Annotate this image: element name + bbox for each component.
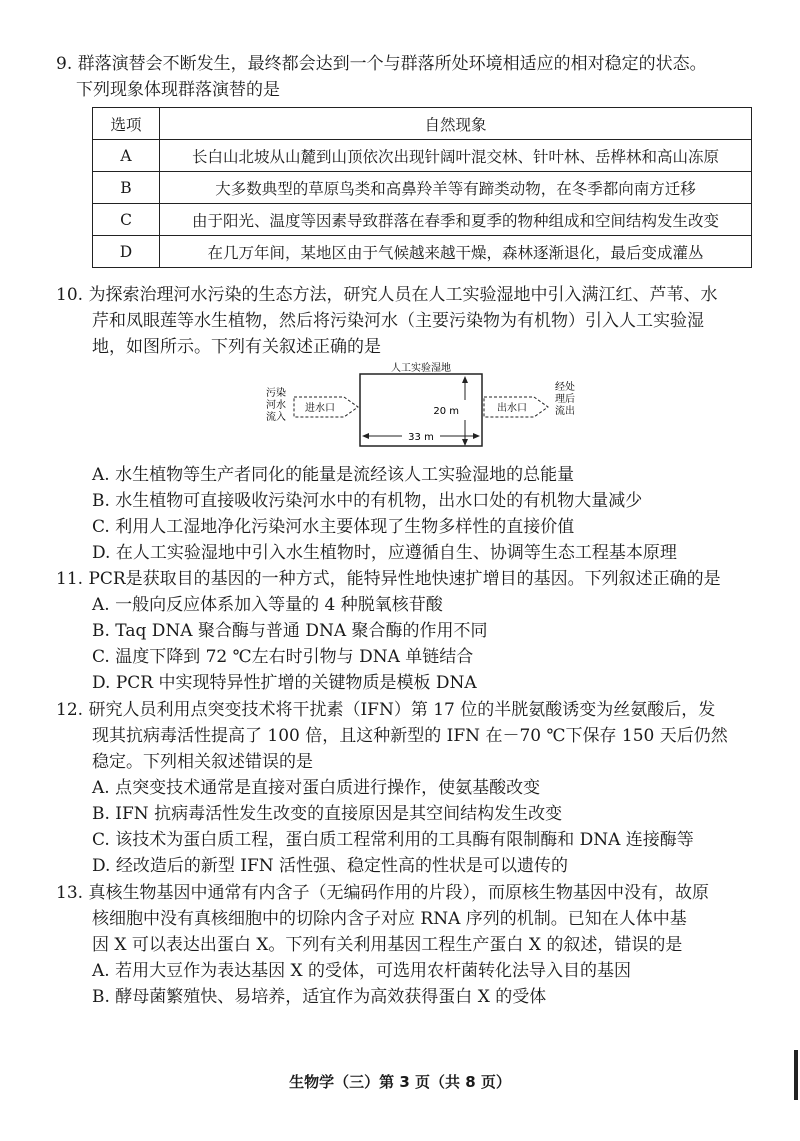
q10-option-a: A. 水生植物等生产者同化的能量是流经该人工实验湿地的总能量 [92,465,575,485]
q13-option-a: A. 若用大豆作为表达基因 X 的受体，可选用农杆菌转化法导入目的基因 [92,961,631,981]
q11-option-a: A. 一般向反应体系加入等量的 4 种脱氧核苷酸 [92,595,443,615]
q10-option-b: B. 水生植物可直接吸收污染河水中的有机物，出水口处的有机物大量减少 [92,491,643,511]
q12-option-d: D. 经改造后的新型 IFN 活性强、稳定性高的性状是可以遗传的 [92,856,569,876]
q10-option-d: D. 在人工实验湿地中引入水生植物时，应遵循自生、协调等生态工程基本原理 [92,543,677,563]
header-phenomenon: 自然现象 [160,108,752,140]
q13-stem-line1: 13. 真核生物基因中通常有内含子（无编码作用的片段），而原核生物基因中没有，故原 [56,883,709,903]
q12-option-a: A. 点突变技术通常是直接对蛋白质进行操作，使氨基酸改变 [92,778,541,798]
q9-stem-line2: 下列现象体现群落演替的是 [76,80,280,100]
diagram-title: 人工实验湿地 [391,363,451,374]
q13-stem-line2: 核细胞中没有真核细胞中的切除内含子对应 RNA 序列的机制。已知在人体中基 [92,909,687,929]
q12-stem-line2: 现其抗病毒活性提高了 100 倍，且这种新型的 IFN 在－70 ℃下保存 150 天后仍然 [92,726,728,746]
q12-stem-line1: 12. 研究人员利用点突变技术将干扰素（IFN）第 17 位的半胱氨酸诱变为丝氨酸后，发 [56,700,716,720]
wetland-diagram [262,360,582,456]
outlet-label-line1: 经处 [555,382,575,393]
inlet-text: 进水口 [305,403,335,414]
table-row [93,236,752,268]
q11-option-c: C. 温度下降到 72 ℃左右时引物与 DNA 单链结合 [92,647,474,667]
q13-option-b: B. 酵母菌繁殖快、易培养，适宜作为高效获得蛋白 X 的受体 [92,987,547,1007]
q9-table [92,107,752,268]
width-label: 33 m [408,432,434,443]
q10-stem-line3: 地，如图所示。下列有关叙述正确的是 [92,337,381,357]
table-row [93,172,752,204]
inlet-label-line2: 河水 [266,400,286,411]
q11-option-b: B. Taq DNA 聚合酶与普通 DNA 聚合酶的作用不同 [92,621,488,641]
q12-option-c: C. 该技术为蛋白质工程，蛋白质工程常利用的工具酶有限制酶和 DNA 连接酶等 [92,830,694,850]
header-option: 选项 [93,108,160,140]
row-option: C [93,204,160,236]
q9-stem-line1: 9. 群落演替会不断发生，最终都会达到一个与群落所处环境相适应的相对稳定的状态。 [56,54,707,74]
outlet-text: 出水口 [497,403,527,414]
height-label: 20 m [433,406,459,417]
scan-edge-mark [794,1050,798,1100]
row-text: 在几万年间，某地区由于气候越来越干燥，森林逐渐退化，最后变成灌丛 [160,236,752,268]
q10-stem-line2: 芹和凤眼莲等水生植物，然后将污染河水（主要污染物为有机物）引入人工实验湿 [92,311,704,331]
q12-stem-line3: 稳定。下列相关叙述错误的是 [92,752,313,772]
q12-option-b: B. IFN 抗病毒活性发生改变的直接原因是其空间结构发生改变 [92,804,563,824]
outlet-label-line2: 理后 [555,394,575,405]
row-text: 大多数典型的草原鸟类和高鼻羚羊等有蹄类动物，在冬季都向南方迁移 [160,172,752,204]
outlet-label-line3: 流出 [555,406,575,417]
row-text: 由于阳光、温度等因素导致群落在春季和夏季的物种组成和空间结构发生改变 [160,204,752,236]
q10-option-c: C. 利用人工湿地净化污染河水主要体现了生物多样性的直接价值 [92,517,575,537]
table-row [93,140,752,172]
q10-stem-line1: 10. 为探索治理河水污染的生态方法，研究人员在人工实验湿地中引入满江红、芦苇、水 [56,285,718,305]
inlet-label-line3: 流入 [266,412,286,423]
row-option: A [93,140,160,172]
row-option: D [93,236,160,268]
table-header-row [93,108,752,140]
row-text: 长白山北坡从山麓到山顶依次出现针阔叶混交林、针叶林、岳桦林和高山冻原 [160,140,752,172]
table-row [93,204,752,236]
row-option: B [93,172,160,204]
q11-option-d: D. PCR 中实现特异性扩增的关键物质是模板 DNA [92,673,477,693]
q13-stem-line3: 因 X 可以表达出蛋白 X。下列有关利用基因工程生产蛋白 X 的叙述，错误的是 [92,935,683,955]
q11-stem: 11. PCR是获取目的基因的一种方式，能特异性地快速扩增目的基因。下列叙述正确的是 [56,569,721,589]
page-footer: 生物学（三）第 3 页（共 8 页） [289,1073,511,1091]
inlet-label-line1: 污染 [266,388,286,399]
